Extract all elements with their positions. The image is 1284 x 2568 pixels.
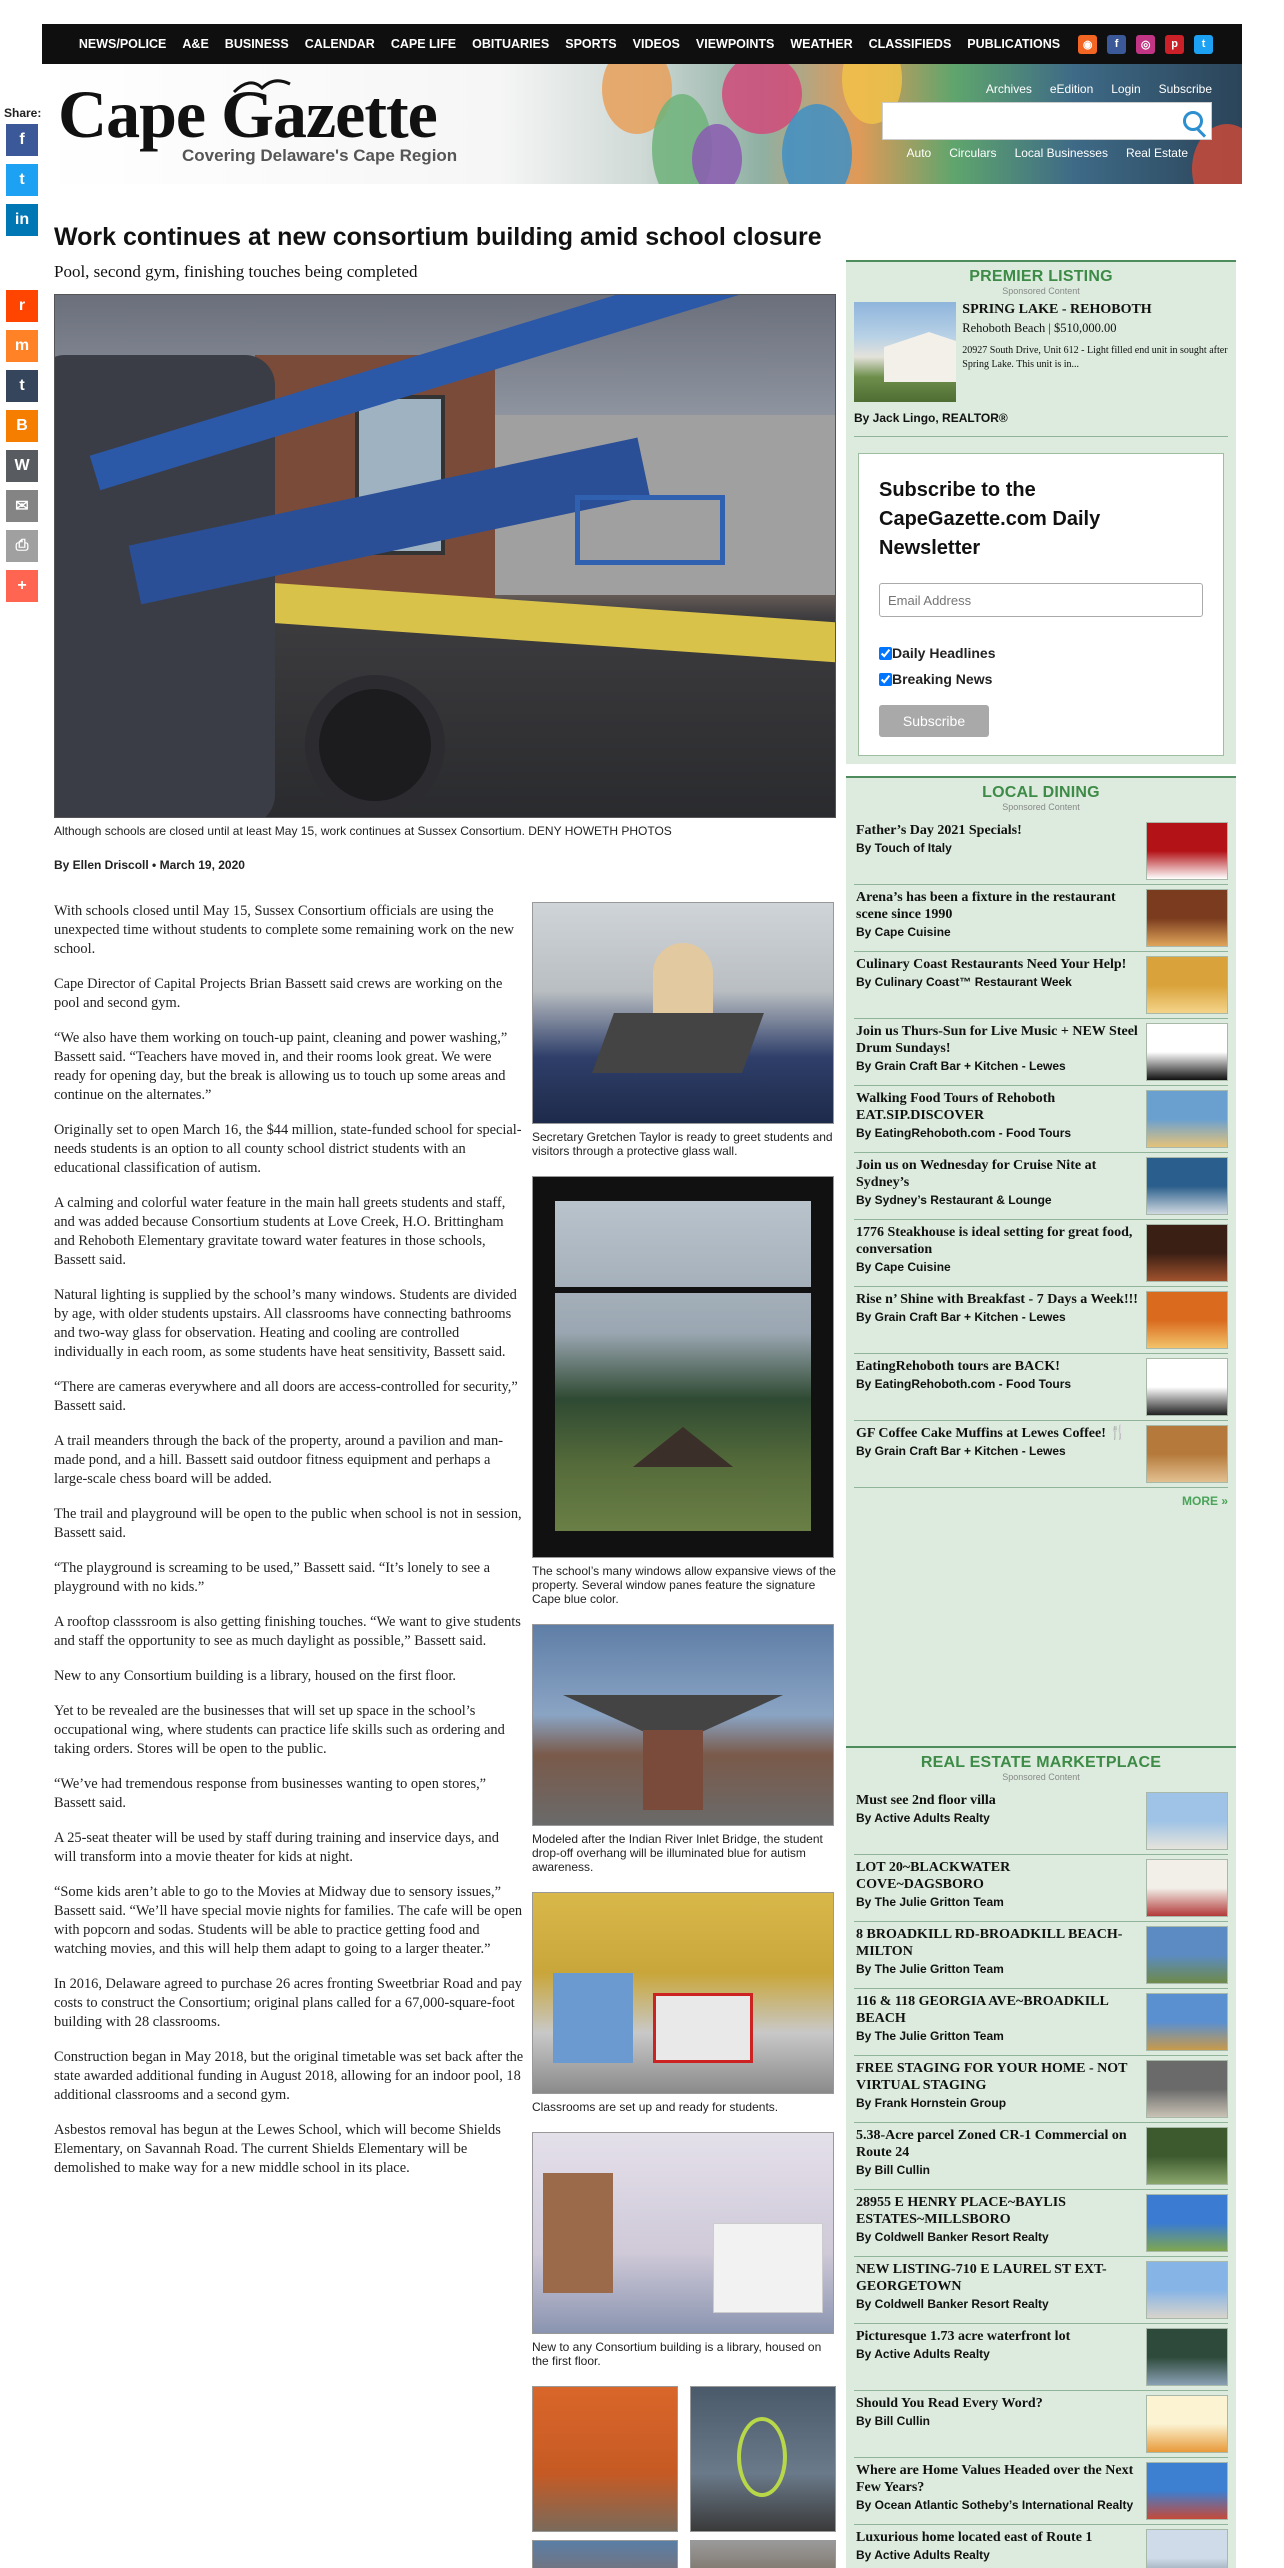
nav-item-classifieds[interactable]: CLASSIFIEDS bbox=[868, 37, 952, 51]
item-title[interactable]: 8 BROADKILL RD-BROADKILL BEACH-MILTON bbox=[856, 1927, 1123, 1959]
item-title[interactable]: FREE STAGING FOR YOUR HOME - NOT VIRTUAL STAGING bbox=[856, 2061, 1128, 2093]
nav-item-a-e[interactable]: A&E bbox=[182, 37, 209, 51]
item-text bbox=[856, 1157, 1138, 1215]
dining-item[interactable] bbox=[854, 1153, 1228, 1220]
listing-agent[interactable]: By Jack Lingo, REALTOR® bbox=[854, 410, 1228, 437]
item-thumbnail[interactable] bbox=[1146, 822, 1228, 880]
photo-column bbox=[532, 902, 836, 2568]
more-icon[interactable]: + bbox=[6, 570, 38, 602]
realestate-item[interactable] bbox=[854, 1989, 1228, 2056]
nav-item-business[interactable]: BUSINESS bbox=[224, 37, 289, 51]
item-thumbnail[interactable] bbox=[1146, 1792, 1228, 1850]
photo-library[interactable] bbox=[532, 2132, 834, 2334]
item-author: By Touch of Italy bbox=[856, 841, 952, 855]
photo-secretary[interactable] bbox=[532, 902, 834, 1124]
mix-icon[interactable]: m bbox=[6, 330, 38, 362]
listing-location: Rehoboth Beach | $510,000.00 bbox=[962, 321, 1117, 335]
article-paragraph: The trail and playground will be open to the public when school is not in session, Bassett said. bbox=[54, 1506, 522, 1541]
item-title[interactable]: 1776 Steakhouse is ideal setting for great food, conversation bbox=[856, 1225, 1133, 1257]
hero-caption: Although schools are closed until at least May 15, work continues at Sussex Consortium. DENY HOWETH PHOTOS bbox=[54, 824, 672, 838]
photo-thumb[interactable] bbox=[690, 2386, 836, 2532]
dining-item[interactable] bbox=[854, 885, 1228, 952]
section-link[interactable]: Real Estate bbox=[1125, 146, 1188, 160]
item-thumbnail[interactable] bbox=[1146, 1358, 1228, 1416]
realestate-item[interactable] bbox=[854, 1922, 1228, 1989]
share-rail bbox=[0, 106, 42, 610]
item-thumbnail[interactable] bbox=[1146, 1993, 1228, 2051]
photo-caption: Classrooms are set up and ready for students. bbox=[532, 2100, 779, 2114]
article bbox=[54, 222, 840, 872]
email-field[interactable] bbox=[879, 583, 1203, 617]
section-link[interactable]: Local Businesses bbox=[1014, 146, 1108, 160]
nav-item-weather[interactable]: WEATHER bbox=[790, 37, 853, 51]
item-thumbnail[interactable] bbox=[1146, 2328, 1228, 2386]
item-text bbox=[856, 822, 1138, 880]
article-paragraph: Cape Director of Capital Projects Brian Bassett said crews are working on the pool and second gym. bbox=[54, 976, 503, 1011]
article-headline: Work continues at new consortium building amid school closure bbox=[54, 223, 822, 251]
realestate-item[interactable] bbox=[854, 1855, 1228, 1922]
item-title[interactable]: Join us Thurs-Sun for Live Music + NEW Steel Drum Sundays! bbox=[856, 1024, 1138, 1056]
item-thumbnail[interactable] bbox=[1146, 889, 1228, 947]
article-paragraph: “We also have them working on touch-up paint, cleaning and power washing,” Bassett said. “Teachers have moved in, and their rooms look great. We were ready for opening day, but the break is allowing us to touch up some areas and continue on the alternates.” bbox=[54, 1030, 508, 1103]
item-text bbox=[856, 1859, 1138, 1917]
item-text bbox=[856, 1792, 1138, 1850]
rss-icon[interactable]: ◉ bbox=[1078, 35, 1097, 54]
item-thumbnail[interactable] bbox=[1146, 2395, 1228, 2453]
article-paragraph: “The playground is screaming to be used,” Bassett said. “It’s lonely to see a playground with no kids.” bbox=[54, 1560, 490, 1595]
option-label: Daily Headlines bbox=[892, 645, 996, 661]
item-author: By Grain Craft Bar + Kitchen - Lewes bbox=[856, 1059, 1066, 1073]
photo-thumb[interactable] bbox=[690, 2540, 836, 2568]
item-author: By Cape Cuisine bbox=[856, 925, 951, 939]
item-thumbnail[interactable] bbox=[1146, 956, 1228, 1014]
tumblr-icon[interactable]: t bbox=[6, 370, 38, 402]
item-title[interactable]: Rise n’ Shine with Breakfast - 7 Days a Week!!! bbox=[856, 1292, 1138, 1307]
item-text bbox=[856, 2261, 1138, 2319]
item-author: By Bill Cullin bbox=[856, 2414, 931, 2428]
newsletter-signup bbox=[858, 453, 1224, 756]
realestate-item[interactable] bbox=[854, 1788, 1228, 1855]
item-title[interactable]: Where are Home Values Headed over the Next Few Years? bbox=[856, 2463, 1134, 2495]
dining-item[interactable] bbox=[854, 818, 1228, 885]
article-paragraph: Asbestos removal has begun at the Lewes School, which will become Shields Elementary, on Savannah Road. The current Shields Elementary will be demolished to make way for a new middle school in its place. bbox=[54, 2122, 501, 2176]
item-thumbnail[interactable] bbox=[1146, 2462, 1228, 2520]
reddit-icon[interactable]: r bbox=[6, 290, 38, 322]
item-text bbox=[856, 1224, 1138, 1282]
sponsored-label: Sponsored Content bbox=[1002, 802, 1080, 812]
item-text bbox=[856, 2127, 1138, 2185]
nav-item-cape-life[interactable]: CAPE LIFE bbox=[390, 37, 457, 51]
account-link[interactable]: Subscribe bbox=[1158, 82, 1212, 96]
twitter-icon[interactable]: t bbox=[1194, 35, 1213, 54]
pinterest-icon[interactable]: p bbox=[1165, 35, 1184, 54]
item-author: By EatingRehoboth.com - Food Tours bbox=[856, 1126, 1072, 1140]
nav-item-viewpoints[interactable]: VIEWPOINTS bbox=[695, 37, 775, 51]
daily-headlines-checkbox[interactable] bbox=[879, 647, 892, 660]
realestate-item[interactable] bbox=[854, 2123, 1228, 2190]
nav-item-videos[interactable]: VIDEOS bbox=[632, 37, 680, 51]
option-label: Breaking News bbox=[892, 671, 993, 687]
item-text bbox=[856, 1358, 1138, 1416]
premier-listing[interactable] bbox=[854, 302, 1228, 402]
photo-caption: New to any Consortium building is a library, housed on the first floor. bbox=[532, 2340, 822, 2368]
item-thumbnail[interactable] bbox=[1146, 1224, 1228, 1282]
item-text bbox=[856, 2395, 1138, 2453]
item-thumbnail[interactable] bbox=[1146, 1023, 1228, 1081]
photo-caption: The school’s many windows allow expansive views of the property. Several window panes feature the signature Cape blue color. bbox=[532, 1564, 836, 1606]
item-author: By Bill Cullin bbox=[856, 2163, 931, 2177]
article-paragraph: In 2016, Delaware agreed to purchase 26 acres fronting Sweetbriar Road and pay costs to construct the Consortium; original plans called for a 67,000-square-foot building with 28 classrooms. bbox=[54, 1976, 522, 2030]
item-text bbox=[856, 1926, 1138, 1984]
realestate-item[interactable] bbox=[854, 2056, 1228, 2123]
premier-title: PREMIER LISTING bbox=[969, 268, 1113, 285]
item-text bbox=[856, 1993, 1138, 2051]
item-text bbox=[856, 1023, 1138, 1081]
wordpress-icon[interactable]: W bbox=[6, 450, 38, 482]
item-thumbnail[interactable] bbox=[1146, 2529, 1228, 2568]
masthead-banner bbox=[42, 64, 1242, 184]
article-paragraph: New to any Consortium building is a library, housed on the first floor. bbox=[54, 1668, 456, 1684]
photo-caption: Modeled after the Indian River Inlet Bridge, the student drop-off overhang will be illuminated blue for autism awareness. bbox=[532, 1832, 823, 1874]
item-thumbnail[interactable] bbox=[1146, 1859, 1228, 1917]
nav-item-news-police[interactable]: NEWS/POLICE bbox=[78, 37, 167, 51]
article-subhead: Pool, second gym, finishing touches being completed bbox=[54, 262, 418, 281]
item-text bbox=[856, 1090, 1138, 1148]
item-thumbnail[interactable] bbox=[1146, 2127, 1228, 2185]
item-author: By The Julie Gritton Team bbox=[856, 1895, 1004, 1909]
item-text bbox=[856, 2328, 1138, 2386]
item-title[interactable]: Father’s Day 2021 Specials! bbox=[856, 823, 1022, 838]
item-thumbnail[interactable] bbox=[1146, 2261, 1228, 2319]
item-thumbnail[interactable] bbox=[1146, 1157, 1228, 1215]
local-dining-box bbox=[846, 776, 1236, 1764]
real-estate-title: REAL ESTATE MARKETPLACE bbox=[920, 1754, 1162, 1771]
sidebar bbox=[846, 260, 1236, 1764]
listing-photo[interactable] bbox=[854, 302, 956, 402]
item-author: By Culinary Coast™ Restaurant Week bbox=[856, 975, 1072, 989]
facebook-icon[interactable]: f bbox=[6, 124, 38, 156]
item-title[interactable]: 116 & 118 GEORGIA AVE~BROADKILL BEACH bbox=[856, 1994, 1109, 2026]
share-label: Share: bbox=[4, 106, 42, 120]
dining-item[interactable] bbox=[854, 1421, 1228, 1488]
item-title[interactable]: LOT 20~BLACKWATER COVE~DAGSBORO bbox=[856, 1860, 1011, 1892]
nav-item-sports[interactable]: SPORTS bbox=[565, 37, 617, 51]
photo-thumb[interactable] bbox=[532, 2386, 678, 2532]
real-estate-box bbox=[846, 1746, 1236, 2568]
item-author: By The Julie Gritton Team bbox=[856, 2029, 1004, 2043]
article-paragraph: “There are cameras everywhere and all doors are access-controlled for security,” Bassett said. bbox=[54, 1379, 518, 1414]
item-author: By Grain Craft Bar + Kitchen - Lewes bbox=[856, 1310, 1066, 1324]
item-author: By The Julie Gritton Team bbox=[856, 1962, 1004, 1976]
article-paragraph: Construction began in May 2018, but the original timetable was set back after the state awarded additional funding in August 2018, allowing for an indoor pool, 18 additional classrooms and a second gym. bbox=[54, 2049, 524, 2103]
item-text bbox=[856, 956, 1138, 1014]
top-nav bbox=[42, 24, 1242, 64]
hero-photo[interactable] bbox=[54, 294, 836, 818]
item-text bbox=[856, 2194, 1138, 2252]
item-author: By Coldwell Banker Resort Realty bbox=[856, 2230, 1049, 2244]
dining-item[interactable] bbox=[854, 1019, 1228, 1086]
item-title[interactable]: Walking Food Tours of Rehoboth EAT.SIP.DISCOVER bbox=[856, 1091, 1056, 1123]
item-title[interactable]: Should You Read Every Word? bbox=[856, 2396, 1043, 2411]
dining-item[interactable] bbox=[854, 1086, 1228, 1153]
item-thumbnail[interactable] bbox=[1146, 1926, 1228, 1984]
listing-title[interactable]: SPRING LAKE - REHOBOTH bbox=[962, 302, 1152, 317]
search-box[interactable] bbox=[882, 102, 1212, 140]
item-text bbox=[856, 1425, 1138, 1483]
item-author: By Sydney’s Restaurant & Lounge bbox=[856, 1193, 1052, 1207]
item-text bbox=[856, 1291, 1138, 1349]
realestate-item[interactable] bbox=[854, 2190, 1228, 2257]
item-author: By Active Adults Realty bbox=[856, 2347, 990, 2361]
article-paragraph: Originally set to open March 16, the $44 million, state-funded school for special-needs students is an option to all county school district students with an educational classification of autism. bbox=[54, 1122, 522, 1176]
item-author: By EatingRehoboth.com - Food Tours bbox=[856, 1377, 1072, 1391]
article-paragraph: A rooftop classsroom is also getting finishing touches. “We want to give students and staff the opportunity to see as much daylight as possible,” Bassett said. bbox=[54, 1614, 521, 1649]
instagram-icon[interactable]: ◎ bbox=[1136, 35, 1155, 54]
photo-classroom[interactable] bbox=[532, 1892, 834, 2094]
article-paragraph: A trail meanders through the back of the property, around a pavilion and man-made pond, and a hill. Bassett said outdoor fitness equipment and perhaps a large-scale chess board will be added. bbox=[54, 1433, 504, 1487]
print-icon[interactable]: ⎙ bbox=[6, 530, 38, 562]
photo-caption: Secretary Gretchen Taylor is ready to greet students and visitors through a protective glass wall. bbox=[532, 1130, 833, 1158]
item-title[interactable]: Arena’s has been a fixture in the restaurant scene since 1990 bbox=[856, 890, 1116, 922]
photo-thumb[interactable] bbox=[532, 2540, 678, 2568]
item-title[interactable]: NEW LISTING-710 E LAUREL ST EXT-GEORGETOWN bbox=[856, 2262, 1107, 2294]
listing-price: $510,000.00 bbox=[1054, 321, 1117, 335]
subscribe-button[interactable]: Subscribe bbox=[879, 705, 989, 737]
item-title[interactable]: Culinary Coast Restaurants Need Your Help! bbox=[856, 957, 1127, 972]
article-body bbox=[54, 902, 524, 2194]
account-link[interactable]: eEdition bbox=[1049, 82, 1094, 96]
item-title[interactable]: 5.38-Acre parcel Zoned CR-1 Commercial on Route 24 bbox=[856, 2128, 1127, 2160]
breaking-news-option[interactable] bbox=[879, 671, 1203, 687]
article-paragraph: Natural lighting is supplied by the school’s many windows. Students are divided by age, with older students upstairs. All classrooms have connecting bathrooms and two-way glass for observation. Heating and cooling are controlled individually in each room, as some students have heat sensitivity, Bassett said. bbox=[54, 1287, 517, 1360]
dining-item[interactable] bbox=[854, 1287, 1228, 1354]
item-title[interactable]: EatingRehoboth tours are BACK! bbox=[856, 1359, 1060, 1374]
section-link[interactable]: Auto bbox=[906, 146, 932, 160]
realestate-item[interactable] bbox=[854, 2458, 1228, 2525]
section-links bbox=[907, 146, 1188, 160]
item-author: By Grain Craft Bar + Kitchen - Lewes bbox=[856, 1444, 1066, 1458]
account-link[interactable]: Archives bbox=[985, 82, 1032, 96]
item-text bbox=[856, 2060, 1138, 2118]
item-title[interactable]: Luxurious home located east of Route 1 bbox=[856, 2530, 1093, 2545]
nav-item-obituaries[interactable]: OBITUARIES bbox=[472, 37, 550, 51]
item-title[interactable]: Must see 2nd floor villa bbox=[856, 1793, 996, 1808]
article-paragraph: A 25-seat theater will be used by staff during training and inservice days, and will transform into a movie theater for kids at night. bbox=[54, 1830, 499, 1865]
search-icon[interactable] bbox=[1183, 111, 1203, 131]
item-thumbnail[interactable] bbox=[1146, 1291, 1228, 1349]
dining-item[interactable] bbox=[854, 1220, 1228, 1287]
article-paragraph: “Some kids aren’t able to go to the Movies at Midway due to sensory issues,” Bassett said. “We’ll have special movie nights for families. The cafe will be open with popcorn and sodas. Students will be able to practice getting food and watching movies, and this will help them adapt to going to a larger theater.” bbox=[54, 1884, 523, 1957]
twitter-icon[interactable]: t bbox=[6, 164, 38, 196]
facebook-icon[interactable]: f bbox=[1107, 35, 1126, 54]
site-logo[interactable]: Cape Gazette bbox=[58, 76, 437, 152]
listing-city: Rehoboth Beach bbox=[962, 321, 1046, 335]
realestate-item[interactable] bbox=[854, 2525, 1228, 2568]
byline: By Ellen Driscoll • March 19, 2020 bbox=[54, 858, 245, 872]
dining-item[interactable] bbox=[854, 952, 1228, 1019]
item-author: By Active Adults Realty bbox=[856, 2548, 990, 2562]
item-thumbnail[interactable] bbox=[1146, 1425, 1228, 1483]
realestate-item[interactable] bbox=[854, 2324, 1228, 2391]
item-thumbnail[interactable] bbox=[1146, 2194, 1228, 2252]
photo-window[interactable] bbox=[532, 1176, 834, 1558]
item-author: By Coldwell Banker Resort Realty bbox=[856, 2297, 1049, 2311]
linkedin-icon[interactable]: in bbox=[6, 204, 38, 236]
account-link[interactable]: Login bbox=[1111, 82, 1141, 96]
newsletter-title: Subscribe to the CapeGazette.com Daily Newsletter bbox=[879, 479, 1101, 559]
sponsored-label: Sponsored Content bbox=[1002, 1772, 1080, 1782]
listing-description: 20927 South Drive, Unit 612 - Light filled end unit in sought after Spring Lake. This unit is in... bbox=[962, 345, 1228, 370]
premier-listing-box bbox=[846, 260, 1236, 764]
item-text bbox=[856, 2462, 1138, 2520]
sponsored-label: Sponsored Content bbox=[1002, 286, 1080, 296]
realestate-item[interactable] bbox=[854, 2257, 1228, 2324]
item-author: By Cape Cuisine bbox=[856, 1260, 951, 1274]
item-title[interactable]: Picturesque 1.73 acre waterfront lot bbox=[856, 2329, 1071, 2344]
item-title[interactable]: GF Coffee Cake Muffins at Lewes Coffee! 🍴 bbox=[856, 1426, 1127, 1441]
article-paragraph: Yet to be revealed are the businesses that will set up space in the school’s occupational wing, where students can practice life skills such as ordering and taking orders. Stores will be open to the public. bbox=[54, 1703, 505, 1757]
breaking-news-checkbox[interactable] bbox=[879, 673, 892, 686]
item-author: By Frank Hornstein Group bbox=[856, 2096, 1007, 2110]
realestate-item[interactable] bbox=[854, 2391, 1228, 2458]
email-icon[interactable]: ✉ bbox=[6, 490, 38, 522]
account-links bbox=[986, 82, 1212, 96]
site-tagline: Covering Delaware's Cape Region bbox=[182, 146, 458, 165]
article-paragraph: With schools closed until May 15, Sussex Consortium officials are using the unexpected time without students to complete some remaining work on the new school. bbox=[54, 903, 514, 957]
nav-item-publications[interactable]: PUBLICATIONS bbox=[967, 37, 1061, 51]
item-author: By Ocean Atlantic Sotheby’s International Realty bbox=[856, 2498, 1134, 2512]
item-thumbnail[interactable] bbox=[1146, 2060, 1228, 2118]
dining-title: LOCAL DINING bbox=[982, 784, 1100, 801]
section-link[interactable]: Circulars bbox=[949, 146, 997, 160]
item-text bbox=[856, 889, 1138, 947]
item-thumbnail[interactable] bbox=[1146, 1090, 1228, 1148]
blogger-icon[interactable]: B bbox=[6, 410, 38, 442]
item-title[interactable]: Join us on Wednesday for Cruise Nite at Sydney’s bbox=[856, 1158, 1097, 1190]
item-title[interactable]: 28955 E HENRY PLACE~BAYLIS ESTATES~MILLSBORO bbox=[856, 2195, 1066, 2227]
dining-item[interactable] bbox=[854, 1354, 1228, 1421]
photo-dropoff[interactable] bbox=[532, 1624, 834, 1826]
daily-headlines-option[interactable] bbox=[879, 645, 1203, 661]
nav-item-calendar[interactable]: CALENDAR bbox=[304, 37, 375, 51]
item-text bbox=[856, 2529, 1138, 2568]
more-link[interactable]: MORE » bbox=[1181, 1494, 1228, 1508]
article-paragraph: A calming and colorful water feature in the main hall greets students and staff, and was added because Consortium students at Love Creek, H.O. Brittingham and Rehoboth Elementary gravitate toward water features in those schools, Bassett said. bbox=[54, 1195, 506, 1268]
article-paragraph: “We’ve had tremendous response from businesses wanting to open stores,” Bassett said. bbox=[54, 1776, 487, 1811]
item-author: By Active Adults Realty bbox=[856, 1811, 990, 1825]
